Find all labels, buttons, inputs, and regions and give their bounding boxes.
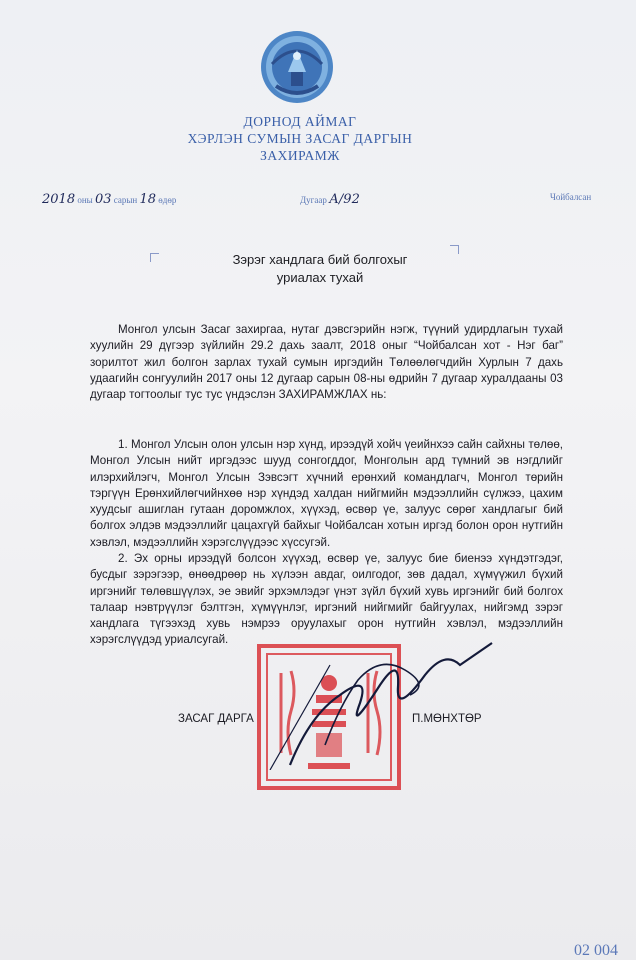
signatory-name: П.МӨНХТӨР [412,713,482,725]
date-month: 03 [94,192,112,207]
document-type: ЗАХИРАМЖ [260,148,340,163]
date-field [42,192,176,207]
preamble-paragraph: Монгол улсын Засаг захиргаа, нутаг дэвсгэрийн нэгж, түүний удирдлагын тухай хуулийн 29 дүгээр зүйлийн 29.2 дахь заалт, 2018 оныг “Чойбалсан хот - Нэг баг” зорилтот жил болгон зарлах тухай сумын иргэдийн Төлөөлөгчдийн Хурлын 7 дахь удаагийн сонгуулийн 2017 оны 12 дугаар сарын 08-ны өдрийн 7 дугаар хуралдааны 03 дугаар тогтоолыг тус тус үндэслэн ЗАХИРАМЖЛАХ нь: [90,323,563,402]
date-year-label: оны [77,195,93,205]
date-month-label: сарын [113,195,138,205]
order-item-2: 2. Эх орны ирээдүй болсон хүүхэд, өсвөр үе, залуус бие биенээ хүндэтгэдэг, бусдыг зэрэгээр, өнөөдрөөр нь хүлээн авдаг, оилгодог, зөв дадал, хүмүүжил бүхий иргэнийг төлөвшүүлэх, эе эвийг эрхэмлэдэг үнэт зүйл бүхий хувь иргэнийг бий болгох талаар нэвтрүүлэг бэлтгэн, хүмүүнлэг, иргэний нийгмийг байгуулах, нийгэмд зэрэг хандлага түгээхэд хувь нэмрээ оруулахыг орон нутгийн хэвлэл, мэдээллийн хэрэгслүүдэд уриалсугай. [90,552,563,647]
place-label: Чойбалсан [550,192,592,202]
signatory-title: ЗАСАГ ДАРГА [178,713,254,725]
number-field [300,192,360,207]
order-item-1: 1. Монгол Улсын олон улсын нэр хүнд, ирээдүй хойч үеийнхээ сайн сайхны төлөө, Монгол Улсын нийт иргэдээс шууд сонгогддог, Монголын ард түмний эв нэгдлийг илэрхийлэгч, Монгол Улсын Зэвсэгт хүчний ерөнхий командлагч, Монгол төрийн тэргүүн Ерөнхийлөгчийнхөө нэр хүндэд халдан нийгмийн мэдээллийн сүлжээ, цахим хуудсыг ашиглан гутаан доромжлох, хүүхэд, өсвөр үе, залуус сөрөг хандлагыг бий болгох элдэв мэдээллийг цацахгүй байхыг Чойбалсан хотын иргэд болон орон нутгийн хэвлэл, мэдээллийн хэрэгслүүдээс хүссугэй. [90,438,563,549]
date-year: 2018 [42,192,76,207]
document-title-line1: Зэрэг хандлага бий болгохыг [232,252,408,267]
handwritten-signature [230,625,500,770]
document-title-line2: уриалах тухай [276,270,364,285]
state-emblem-icon [258,28,336,106]
issuer-province: ДОРНОД АЙМАГ [243,114,357,129]
date-day-label: өдөр [158,195,177,205]
page-number: 02 004 [574,942,618,959]
issuer-office: ХЭРЛЭН СУМЫН ЗАСАГ ДАРГЫН [187,131,413,146]
document-number: А/92 [329,192,360,207]
date-day: 18 [139,192,157,207]
number-label: Дугаар [300,195,327,205]
